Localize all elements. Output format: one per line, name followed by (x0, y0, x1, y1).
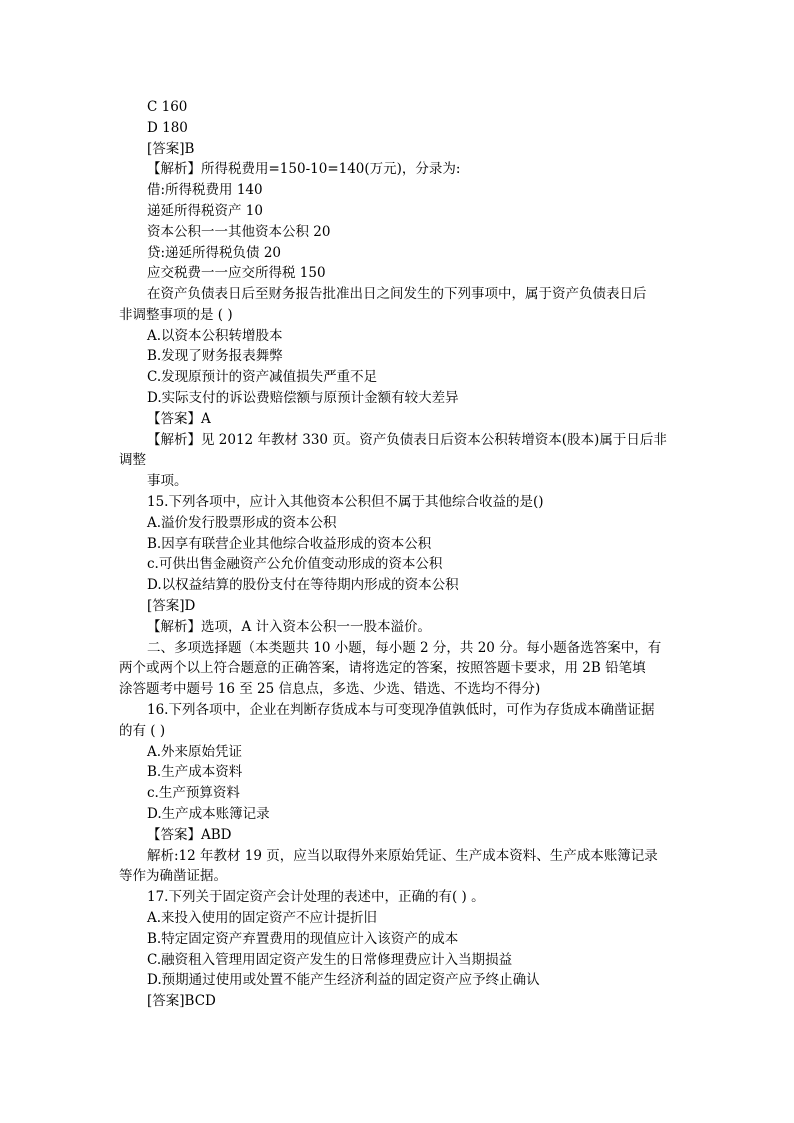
option-c: c.可供出售金融资产公允价值变动形成的资本公积 (147, 556, 443, 572)
entry-line: 应交税费一一应交所得税 150 (147, 265, 326, 281)
analysis: 【解析】见 2012 年教材 330 页。资产负债表日后资本公积转增资本(股本)属于日后非 (147, 432, 667, 448)
option-d: D.实际支付的诉讼费赔偿额与原预计金额有较大差异 (147, 390, 459, 406)
option-b: B.发现了财务报表舞弊 (147, 348, 283, 364)
option-c: C.融资租入管理用固定资产发生的日常修理费应计入当期损益 (147, 952, 513, 968)
option-d: D.生产成本账簿记录 (147, 806, 270, 822)
entry-line: 借:所得税费用 140 (147, 182, 263, 198)
question-15: 15.下列各项中，应计入其他资本公积但不属于其他综合收益的是() (147, 494, 544, 510)
section-heading: 二、多项选择题（本类题共 10 小题，每小题 2 分，共 20 分。每小题备选答案中，有 (147, 640, 662, 656)
answer: 【答案】A (147, 411, 211, 427)
option-d: D.以权益结算的股份支付在等待期内形成的资本公积 (147, 577, 459, 593)
option-a: A.溢价发行股票形成的资本公积 (147, 515, 337, 531)
analysis: 【解析】所得税费用=150-10=140(万元)，分录为: (147, 161, 461, 177)
option-c: C 160 (147, 99, 188, 115)
analysis: 调整 (119, 452, 146, 468)
analysis: 【解析】选项，A 计入资本公积一一股本溢价。 (147, 619, 432, 635)
option-d: D.预期通过使用或处置不能产生经济利益的固定资产应予终止确认 (147, 972, 540, 988)
question-17: 17.下列关于固定资产会计处理的表述中，正确的有( ) 。 (147, 889, 485, 905)
option-b: B.因享有联营企业其他综合收益形成的资本公积 (147, 536, 432, 552)
question-16: 的有 ( ) (119, 723, 166, 739)
answer: [答案]D (147, 598, 196, 614)
option-a: A.以资本公积转增股本 (147, 328, 283, 344)
answer: [答案]BCD (147, 993, 216, 1009)
entry-line: 递延所得税资产 10 (147, 203, 263, 219)
answer: [答案]B (147, 141, 195, 157)
option-c: c.生产预算资料 (147, 785, 240, 801)
analysis: 解析:12 年教材 19 页，应当以取得外来原始凭证、生产成本资料、生产成本账簿记录 (147, 848, 658, 864)
analysis: 等作为确凿证据。 (119, 868, 227, 884)
section-heading: 两个或两个以上符合题意的正确答案，请将选定的答案，按照答题卡要求，用 2B 铅笔填 (119, 660, 646, 676)
option-b: B.生产成本资料 (147, 764, 243, 780)
option-a: A.来投入使用的固定资产不应计提折旧 (147, 910, 378, 926)
analysis: 事项。 (147, 473, 188, 489)
section-heading: 涂答题考中题号 16 至 25 信息点，多选、少选、错选、不选均不得分) (119, 681, 541, 697)
option-a: A.外来原始凭证 (147, 744, 243, 760)
option-c: C.发现原预计的资产减值损失严重不足 (147, 369, 378, 385)
entry-line: 贷:递延所得税负债 20 (147, 245, 282, 261)
entry-line: 资本公积一一其他资本公积 20 (147, 224, 331, 240)
answer: 【答案】ABD (147, 827, 232, 843)
option-d: D 180 (147, 120, 188, 136)
option-b: B.特定固定资产弃置费用的现值应计入该资产的成本 (147, 931, 459, 947)
question-text: 非调整事项的是 ( ) (119, 307, 233, 323)
question-16: 16.下列各项中，企业在判断存货成本与可变现净值孰低时，可作为存货成本确凿证据 (147, 702, 655, 718)
question-text: 在资产负债表日后至财务报告批准出日之间发生的下列事项中，属于资产负债表日后 (147, 286, 647, 302)
